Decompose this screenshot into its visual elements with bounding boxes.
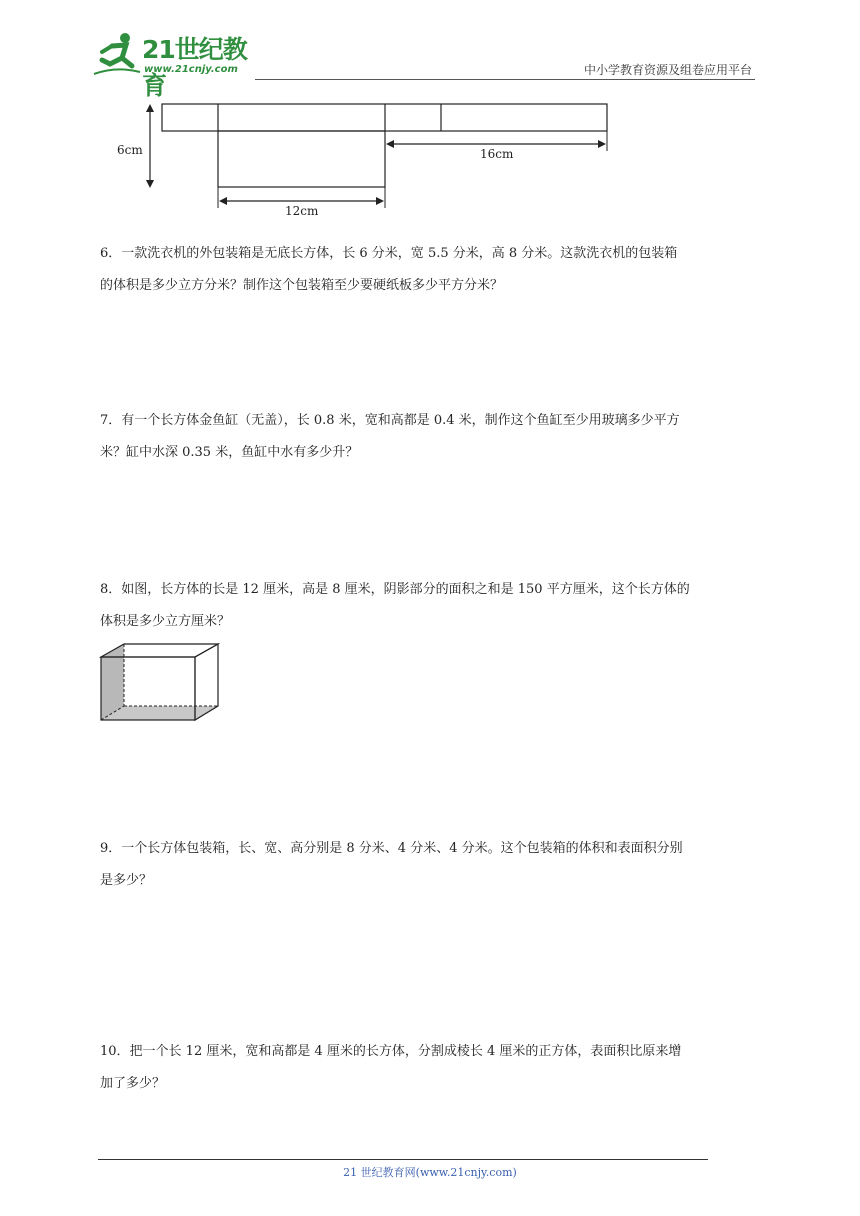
logo-url: www.21cnjy.com: [144, 64, 238, 75]
question-7-line1: 7．有一个长方体金鱼缸（无盖），长 0.8 米，宽和高都是 0.4 米，制作这个鱼缸至少用玻璃多少平方: [100, 413, 680, 428]
question-10-line2: 加了多少？: [100, 1076, 166, 1091]
question-8-line1: 8．如图，长方体的长是 12 厘米，高是 8 厘米，阴影部分的面积之和是 150 平方厘米，这个长方体的: [100, 582, 690, 597]
question-8: [100, 574, 770, 638]
question-7-line2: 米？缸中水深 0.35 米，鱼缸中水有多少升？: [100, 445, 359, 460]
question-10-line1: 10．把一个长 12 厘米，宽和高都是 4 厘米的长方体，分割成棱长 4 厘米的正方体，表面积比原来增: [100, 1044, 682, 1059]
platform-label: 中小学教育资源及组卷应用平台: [583, 63, 752, 77]
question-9: [100, 833, 770, 897]
net-diagram: [110, 98, 630, 223]
question-9-line2: 是多少？: [100, 873, 153, 888]
question-6-line1: 6．一款洗衣机的外包装箱是无底长方体，长 6 分米，宽 5.5 分米，高 8 分米。这款洗衣机的包装箱: [100, 246, 678, 261]
question-10: [100, 1036, 770, 1100]
question-7: [100, 405, 770, 469]
cuboid-diagram: [96, 640, 228, 728]
footer-link[interactable]: 21 世纪教育网(www.21cnjy.com): [343, 1166, 517, 1179]
header-divider: [255, 79, 755, 80]
logo-text: 21世纪教育: [142, 35, 247, 100]
site-logo[interactable]: [92, 30, 262, 100]
footer-divider: [98, 1159, 708, 1160]
page-header: [0, 0, 860, 100]
runner-logo-icon: [92, 30, 142, 78]
question-8-line2: 体积是多少立方厘米？: [100, 614, 231, 629]
question-6: [100, 238, 770, 302]
net-bottom-face: [218, 131, 385, 187]
question-6-line2: 的体积是多少立方分米？制作这个包装箱至少要硬纸板多少平方分米？: [100, 278, 504, 293]
net-height-label: 6cm: [117, 143, 143, 157]
net-bottom-width-label: 12cm: [285, 204, 319, 218]
question-9-line1: 9．一个长方体包装箱，长、宽、高分别是 8 分米、4 分米、4 分米。这个包装箱的体积和表面积分别: [100, 841, 683, 856]
net-top-width-label: 16cm: [480, 147, 514, 161]
